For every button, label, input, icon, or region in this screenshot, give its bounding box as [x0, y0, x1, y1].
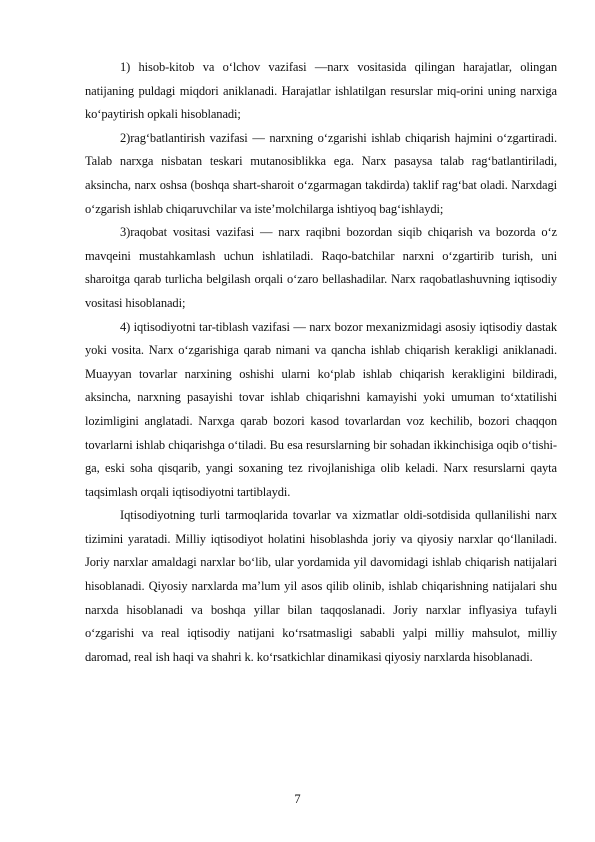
paragraph-price-system: Iqtisodiyotning turli tarmoqlarida tovarlar va xizmatlar oldi-sotdisida qullanilishi narx tizimini yaratadi. Milliy iqtisodiyot holatini hisoblashda joriy va qiyosiy narxlar qo‘llaniladi. Joriy narxlar amaldagi narxlar bo‘lib, ular yordamida yil davomidagi ishlab chiqarish natijalari hisoblanadi. Qiyosiy narxlarda ma’lum yil asos qilib olinib, ishlab chiqarishning natijalari shu narxda hisoblanadi va boshqa yillar bilan taqqoslanadi. Joriy narxlar inflyasiya tufayli o‘zgarishi va real iqtisodiy natijani ko‘rsatmasligi sababli yalpi milliy mahsulot, milliy daromad, real ish haqi va shahri k. ko‘rsatkichlar dinamikasi qiyosiy narxlarda hisoblanadi. [85, 508, 557, 664]
paragraph-incentive-function: 2)rag‘batlantirish vazifasi — narxning o‘zgarishi ishlab chiqarish hajmini o‘zgartiradi. Talab narxga nisbatan teskari mutanosiblikka ega. Narx pasaysa talab rag‘batlantiriladi, aksincha, narx oshsa (boshqa shart-sharoit o‘zgarmagan takdirda) taklif rag‘bat oladi. Narxdagi o‘zgarish ishlab chiqaruvchilar va iste’molchilarga ishtiyoq bag‘ishlaydi; [85, 130, 557, 216]
paragraph-regulation-function: 4) iqtisodiyotni tar-tiblash vazifasi — narx bozor mexanizmidagi asosiy iqtisodiy dastak yoki vosita. Narx o‘zgarishiga qarab nimani va qancha ishlab chiqarish kerakligi aniklanadi. Muayyan tovarlar narxining oshishi ularni ko‘plab ishlab chiqarish kerakligini bildiradi, aksincha, narxning pasayishi tovar ishlab chiqarishni kamayishi yoki umuman to‘xtatilishi lozimligini anglatadi. Narxga qarab bozori kasod tovarlardan voz kechilib, bozori chaqqon tovarlarni ishlab chiqarishga o‘tiladi. Bu esa resurslarning bir sohadan ikkinchisiga oqib o‘tishi-ga, eski soha qisqarib, yangi soxaning tez rivojlanishiga olib keladi. Narx resurslarni qayta taqsimlash orqali iqtisodiyotni tartiblaydi. [85, 319, 557, 499]
document-body [85, 56, 557, 669]
page-number: 7 [294, 792, 301, 806]
paragraph-accounting-function: 1) hisob-kitob va o‘lchov vazifasi —narx vositasida qilingan harajatlar, olingan natijaning puldagi miqdori aniklanadi. Harajatlar ishlatilgan resurslar miq-orini uning narxiga ko‘paytirish opkali hisoblanadi; [85, 60, 557, 122]
paragraph-competition-function: 3)raqobat vositasi vazifasi — narx raqibni bozordan siqib chiqarish va bozorda o‘z mavqeini mustahkamlash uchun ishlatiladi. Raqo-batchilar narxni o‘zgartirib turish, uni sharoitga qarab turlicha belgilash orqali o‘zaro bellashadilar. Narx raqobatlashuvning iqtisodiy vositasi hisoblanadi; [85, 225, 557, 310]
